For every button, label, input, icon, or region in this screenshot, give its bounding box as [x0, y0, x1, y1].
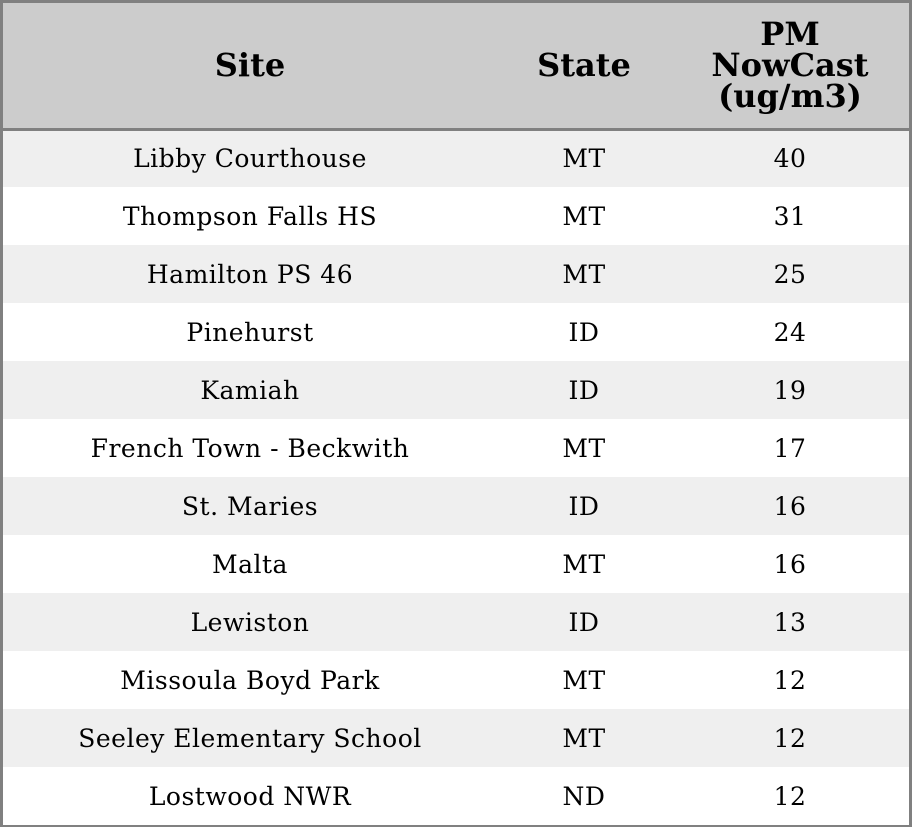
cell-state: ID — [568, 317, 600, 347]
table-row — [3, 535, 909, 593]
cell-pm: 12 — [773, 665, 807, 695]
cell-state: MT — [562, 433, 606, 463]
cell-site: Missoula Boyd Park — [120, 665, 380, 695]
cell-pm: 12 — [773, 781, 807, 811]
cell-site: Libby Courthouse — [133, 144, 367, 174]
table-row — [3, 361, 909, 419]
cell-state: ND — [562, 781, 606, 811]
cell-pm: 24 — [773, 317, 807, 347]
cell-pm: 12 — [773, 723, 807, 753]
table-row — [3, 709, 909, 767]
cell-pm: 19 — [773, 375, 807, 405]
cell-pm: 16 — [773, 491, 807, 521]
table-row — [3, 767, 909, 825]
cell-pm: 25 — [773, 259, 807, 289]
cell-state: MT — [562, 259, 606, 289]
cell-site: Lewiston — [190, 607, 310, 637]
cell-state: ID — [568, 607, 600, 637]
cell-pm: 17 — [773, 433, 807, 463]
cell-pm: 40 — [773, 144, 807, 174]
table-row — [3, 651, 909, 709]
table-row — [3, 303, 909, 361]
cell-site: Malta — [212, 549, 288, 579]
table-body — [3, 129, 909, 825]
table-row — [3, 245, 909, 303]
cell-state: ID — [568, 491, 600, 521]
cell-pm: 16 — [773, 549, 807, 579]
table-row — [3, 477, 909, 535]
pm-nowcast-table — [3, 3, 909, 825]
cell-state: MT — [562, 665, 606, 695]
table-header — [3, 3, 909, 129]
cell-state: ID — [568, 375, 600, 405]
table-row — [3, 419, 909, 477]
header-pm-line2: NowCast — [711, 45, 869, 84]
table-row — [3, 593, 909, 651]
cell-site: Seeley Elementary School — [78, 723, 422, 753]
cell-site: Lostwood NWR — [148, 781, 352, 811]
cell-state: MT — [562, 549, 606, 579]
cell-state: MT — [562, 723, 606, 753]
cell-site: Thompson Falls HS — [122, 201, 378, 231]
cell-pm: 13 — [773, 607, 807, 637]
cell-site: French Town - Beckwith — [90, 433, 410, 463]
cell-site: Kamiah — [200, 375, 300, 405]
table-row — [3, 129, 909, 187]
header-state: State — [497, 3, 671, 129]
header-row — [3, 3, 909, 129]
cell-site: Hamilton PS 46 — [146, 259, 354, 289]
header-pm-line1: PM — [760, 14, 820, 53]
cell-site: St. Maries — [181, 491, 319, 521]
table-row — [3, 187, 909, 245]
cell-state: MT — [562, 144, 606, 174]
header-pm-nowcast — [671, 3, 909, 129]
cell-site: Pinehurst — [186, 317, 314, 347]
header-pm-line3: (ug/m3) — [718, 76, 862, 115]
cell-pm: 31 — [773, 201, 807, 231]
header-site: Site — [3, 3, 497, 129]
cell-state: MT — [562, 201, 606, 231]
